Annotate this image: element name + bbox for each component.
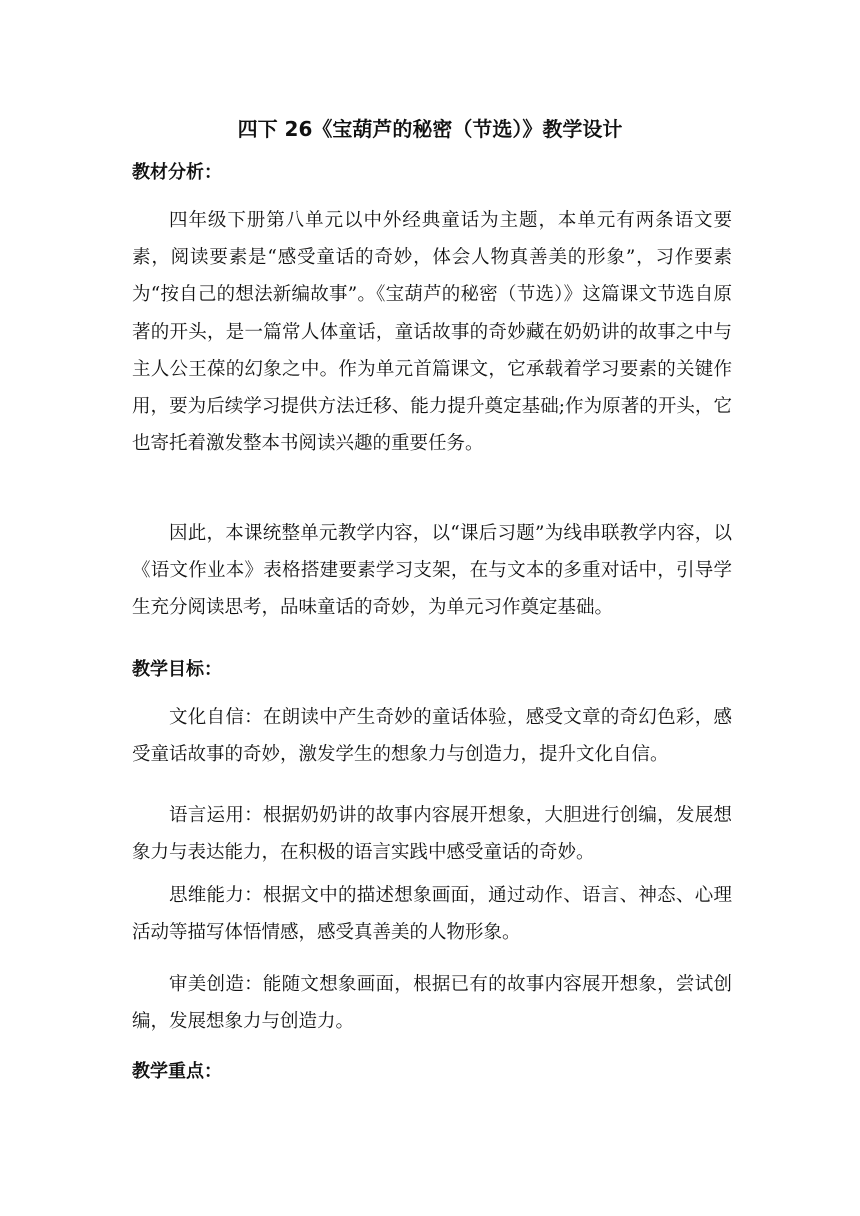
paragraph-objective-culture: 文化自信：在朗读中产生奇妙的童话体验，感受文章的奇幻色彩，感受童话故事的奇妙，激发学生的想象力与创造力，提升文化自信。 (132, 707, 732, 766)
paragraph-objective-aesthetic: 审美创造：能随文想象画面，根据已有的故事内容展开想象，尝试创编，发展想象力与创造力。 (132, 974, 732, 1033)
paragraph-objective-language: 语言运用：根据奶奶讲的故事内容展开想象，大胆进行创编，发展想象力与表达能力，在积极的语言实践中感受童话的奇妙。 (132, 805, 732, 864)
section-heading-objectives: 教学目标： (132, 659, 222, 680)
section-heading-analysis: 教材分析： (132, 162, 222, 183)
document-title: 四下 26《宝葫芦的秘密（节选）》教学设计 (237, 117, 623, 141)
paragraph-analysis-1: 四年级下册第八单元以中外经典童话为主题，本单元有两条语文要素，阅读要素是“感受童话的奇妙，体会人物真善美的形象”，习作要素为“按自己的想法新编故事”。《宝葫芦的秘密（节选）》这篇课文节选自原著的开头，是一篇常人体童话，童话故事的奇妙藏在奶奶讲的故事之中与主人公王葆的幻象之中。作为单元首篇课文，它承载着学习要素的关键作用，要为后续学习提供方法迁移、能力提升奠定基础;作为原著的开头，它也寄托着激发整本书阅读兴趣的重要任务。 (132, 210, 732, 455)
section-heading-key-points: 教学重点： (132, 1061, 222, 1082)
paragraph-objective-thinking: 思维能力：根据文中的描述想象画面，通过动作、语言、神态、心理活动等描写体悟情感，感受真善美的人物形象。 (132, 885, 732, 944)
paragraph-analysis-2: 因此，本课统整单元教学内容，以“课后习题”为线串联教学内容，以《语文作业本》表格搭建要素学习支架，在与文本的多重对话中，引导学生充分阅读思考，品味童话的奇妙，为单元习作奠定基础。 (132, 523, 732, 619)
